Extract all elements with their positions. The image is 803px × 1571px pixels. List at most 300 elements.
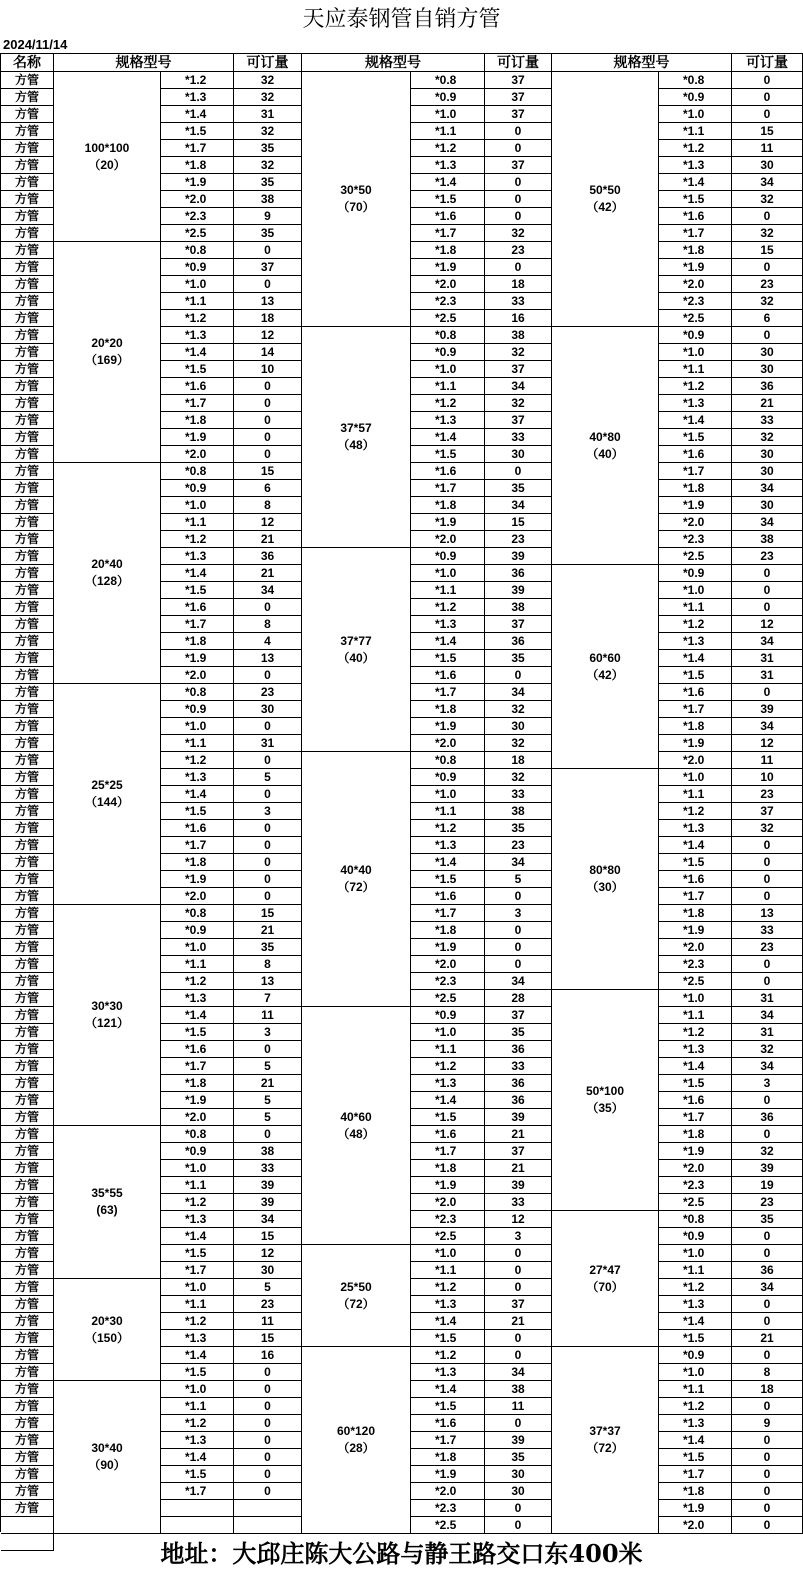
thickness-cell: *1.5 [411,191,485,208]
quantity-cell: 0 [732,1228,803,1245]
quantity-cell: 6 [234,480,302,497]
quantity-cell: 13 [234,293,302,310]
spec-group-label [552,1211,659,1347]
thickness-cell: *1.7 [161,1483,234,1500]
spec-count: （72） [586,1441,624,1455]
quantity-cell: 36 [485,565,552,582]
quantity-cell: 23 [485,242,552,259]
quantity-cell: 37 [485,89,552,106]
thickness-cell: *1.0 [411,1245,485,1262]
thickness-cell: *1.6 [161,378,234,395]
quantity-cell: 0 [234,820,302,837]
quantity-cell: 5 [234,1279,302,1296]
header-qty: 可订量 [234,54,302,72]
thickness-cell: *1.9 [161,429,234,446]
spec-count: （28） [337,1441,375,1455]
quantity-cell: 32 [732,1041,803,1058]
thickness-cell: *1.2 [161,72,234,89]
thickness-cell: *1.8 [659,905,732,922]
quantity-cell: 32 [485,225,552,242]
row-name-cell: 方管 [1,1483,54,1500]
quantity-cell: 0 [732,1500,803,1517]
quantity-cell: 0 [485,1500,552,1517]
thickness-cell: *1.7 [161,1058,234,1075]
thickness-cell: *1.4 [411,174,485,191]
thickness-cell: *1.4 [659,1432,732,1449]
thickness-cell: *1.3 [161,1330,234,1347]
spec-group-label [302,1347,411,1534]
quantity-cell: 31 [234,106,302,123]
spec-count: （42） [586,667,624,682]
quantity-cell: 30 [234,1262,302,1279]
thickness-cell: *0.9 [659,89,732,106]
thickness-cell: *1.5 [411,1398,485,1415]
quantity-cell: 0 [234,1432,302,1449]
thickness-cell: *1.4 [161,1347,234,1364]
quantity-cell: 0 [732,72,803,89]
quantity-cell: 0 [234,378,302,395]
quantity-cell: 30 [732,463,803,480]
thickness-cell: *1.8 [659,480,732,497]
quantity-cell: 15 [732,123,803,140]
header-name: 名称 [1,54,54,72]
quantity-cell: 7 [234,990,302,1007]
thickness-cell: *0.9 [411,89,485,106]
spec-count: （144） [84,795,130,809]
spec-count: （48） [337,438,375,452]
quantity-cell: 0 [732,582,803,599]
quantity-cell: 30 [485,1483,552,1500]
quantity-cell: 39 [485,548,552,565]
quantity-cell: 0 [485,174,552,191]
thickness-cell: *0.9 [161,1143,234,1160]
quantity-cell: 39 [485,582,552,599]
thickness-cell: *1.3 [659,1415,732,1432]
quantity-cell: 38 [234,1143,302,1160]
header-qty: 可订量 [732,54,803,72]
quantity-cell: 5 [485,871,552,888]
thickness-cell: *1.5 [411,871,485,888]
thickness-cell: *1.4 [659,650,732,667]
thickness-cell: *2.0 [161,1109,234,1126]
quantity-cell: 0 [732,565,803,582]
row-name-cell: 方管 [1,1330,54,1347]
thickness-cell: *1.6 [411,888,485,905]
spec-count: （30） [586,880,624,894]
thickness-cell: *1.8 [411,497,485,514]
quantity-cell: 34 [485,973,552,990]
quantity-cell: 0 [485,1279,552,1296]
thickness-cell: *1.7 [161,837,234,854]
quantity-cell: 35 [485,480,552,497]
quantity-cell: 0 [732,973,803,990]
row-name-cell: 方管 [1,395,54,412]
quantity-cell: 34 [234,582,302,599]
thickness-cell: *1.1 [659,1007,732,1024]
row-name-cell: 方管 [1,582,54,599]
quantity-cell: 39 [234,1177,302,1194]
quantity-cell: 0 [732,327,803,344]
quantity-cell: 31 [732,650,803,667]
thickness-cell: *0.8 [161,463,234,480]
thickness-cell: *1.6 [659,1092,732,1109]
spec-group-label [54,1279,161,1381]
quantity-cell: 0 [234,667,302,684]
thickness-cell [161,1517,234,1534]
quantity-cell: 35 [485,1449,552,1466]
spec-size: 20*20 [91,336,123,350]
quantity-cell: 0 [485,463,552,480]
thickness-cell: *2.3 [411,973,485,990]
thickness-cell: *1.9 [411,259,485,276]
quantity-cell: 32 [485,769,552,786]
quantity-cell: 0 [234,1449,302,1466]
quantity-cell: 37 [485,361,552,378]
row-name-cell: 方管 [1,752,54,769]
spec-size: 40*80 [589,429,621,444]
quantity-cell: 14 [234,344,302,361]
spec-size: 20*40 [91,557,123,571]
thickness-cell: *2.3 [411,1500,485,1517]
spec-group-label [54,905,161,1126]
quantity-cell: 32 [485,735,552,752]
spec-count: (63) [96,1203,118,1217]
spec-group-label [302,548,411,752]
quantity-cell: 32 [234,72,302,89]
row-name-cell: 方管 [1,1160,54,1177]
quantity-cell: 11 [485,1398,552,1415]
spec-group-label [302,1007,411,1245]
thickness-cell: *1.3 [161,89,234,106]
quantity-cell: 0 [234,1041,302,1058]
quantity-cell: 12 [234,1245,302,1262]
spec-count: （48） [337,1126,375,1141]
quantity-cell: 0 [732,1092,803,1109]
row-name-cell: 方管 [1,89,54,106]
quantity-cell: 36 [732,378,803,395]
thickness-cell: *1.7 [659,225,732,242]
quantity-cell: 34 [485,378,552,395]
quantity-cell: 28 [485,990,552,1007]
quantity-cell: 10 [234,361,302,378]
row-name-cell: 方管 [1,1381,54,1398]
quantity-cell: 21 [485,1313,552,1330]
thickness-cell: *2.3 [411,1211,485,1228]
thickness-cell: *2.3 [659,956,732,973]
spec-group-label [552,990,659,1211]
row-name-cell: 方管 [1,820,54,837]
quantity-cell: 15 [485,514,552,531]
spec-group-label [552,72,659,327]
quantity-cell: 5 [234,1109,302,1126]
thickness-cell: *1.5 [161,1245,234,1262]
row-name-cell [1,1517,54,1534]
thickness-cell: *2.0 [659,514,732,531]
quantity-cell: 19 [732,1177,803,1194]
quantity-cell: 0 [234,752,302,769]
row-name-cell: 方管 [1,1211,54,1228]
thickness-cell: *1.7 [659,1109,732,1126]
spec-group-label [302,72,411,327]
quantity-cell: 32 [234,157,302,174]
quantity-cell: 33 [485,293,552,310]
thickness-cell: *1.9 [411,718,485,735]
thickness-cell: *1.5 [411,650,485,667]
thickness-cell: *1.4 [411,633,485,650]
thickness-cell: *2.3 [659,1177,732,1194]
quantity-cell: 0 [234,429,302,446]
thickness-cell: *0.8 [659,72,732,89]
spec-group-label [302,752,411,1007]
quantity-cell: 39 [485,1432,552,1449]
row-name-cell: 方管 [1,956,54,973]
quantity-cell: 21 [234,565,302,582]
quantity-cell: 11 [234,1007,302,1024]
quantity-cell: 0 [234,276,302,293]
quantity-cell: 37 [732,803,803,820]
row-name-cell: 方管 [1,633,54,650]
thickness-cell: *1.4 [411,1381,485,1398]
row-name-cell: 方管 [1,327,54,344]
thickness-cell: *1.9 [161,1092,234,1109]
thickness-cell: *1.4 [411,1092,485,1109]
thickness-cell: *1.7 [411,684,485,701]
thickness-cell: *1.0 [161,718,234,735]
quantity-cell: 37 [485,616,552,633]
quantity-cell: 0 [732,1245,803,1262]
quantity-cell: 0 [732,259,803,276]
quantity-cell: 23 [234,684,302,701]
thickness-cell: *1.8 [161,1075,234,1092]
thickness-cell: *1.8 [161,633,234,650]
quantity-cell: 37 [485,1007,552,1024]
thickness-cell: *1.5 [161,582,234,599]
spec-size: 37*77 [340,633,372,648]
quantity-cell: 32 [732,293,803,310]
quantity-cell: 34 [485,497,552,514]
row-name-cell: 方管 [1,157,54,174]
spec-count: （70） [337,200,375,214]
row-name-cell: 方管 [1,1126,54,1143]
thickness-cell: *1.9 [161,174,234,191]
quantity-cell: 36 [485,633,552,650]
thickness-cell: *2.0 [161,888,234,905]
spec-count: （35） [586,1101,624,1115]
quantity-cell: 39 [234,1194,302,1211]
quantity-cell: 21 [732,395,803,412]
spec-count: （20） [88,157,126,172]
quantity-cell: 30 [234,701,302,718]
thickness-cell: *1.0 [161,1279,234,1296]
row-name-cell: 方管 [1,1466,54,1483]
quantity-cell: 12 [732,616,803,633]
quantity-cell: 32 [732,225,803,242]
spec-count: （72） [337,1296,375,1311]
row-name-cell: 方管 [1,72,54,89]
quantity-cell: 31 [732,667,803,684]
quantity-cell: 0 [732,1466,803,1483]
thickness-cell: *1.9 [659,259,732,276]
thickness-cell: *1.5 [659,667,732,684]
quantity-cell: 0 [234,599,302,616]
thickness-cell: *1.3 [659,157,732,174]
thickness-cell: *1.2 [411,1058,485,1075]
row-name-cell: 方管 [1,514,54,531]
row-name-cell: 方管 [1,990,54,1007]
quantity-cell: 31 [732,990,803,1007]
row-name-cell: 方管 [1,684,54,701]
row-name-cell: 方管 [1,650,54,667]
quantity-cell: 0 [732,1449,803,1466]
quantity-cell: 0 [234,395,302,412]
quantity-cell: 11 [732,140,803,157]
thickness-cell: *1.8 [161,854,234,871]
quantity-cell: 5 [234,1058,302,1075]
thickness-cell: *1.4 [659,1058,732,1075]
quantity-cell: 0 [485,140,552,157]
quantity-cell: 0 [234,1483,302,1500]
quantity-cell: 36 [234,548,302,565]
thickness-cell: *1.5 [411,1330,485,1347]
quantity-cell: 36 [485,1075,552,1092]
thickness-cell: *1.0 [659,1364,732,1381]
thickness-cell: *1.5 [161,803,234,820]
quantity-cell: 0 [234,1415,302,1432]
thickness-cell: *1.9 [161,650,234,667]
quantity-cell: 35 [485,650,552,667]
row-name-cell: 方管 [1,310,54,327]
spec-group-label [54,684,161,905]
thickness-cell: *0.9 [411,1007,485,1024]
thickness-cell: *2.5 [659,1194,732,1211]
thickness-cell: *1.5 [411,1109,485,1126]
thickness-cell: *0.8 [161,242,234,259]
thickness-cell: *1.7 [411,905,485,922]
quantity-cell: 38 [485,803,552,820]
quantity-cell: 0 [234,242,302,259]
thickness-cell: *1.9 [161,871,234,888]
thickness-cell: *2.0 [161,667,234,684]
thickness-cell: *1.5 [659,1449,732,1466]
row-name-cell: 方管 [1,446,54,463]
thickness-cell: *1.5 [659,191,732,208]
quantity-cell: 15 [234,1330,302,1347]
quantity-cell: 34 [732,174,803,191]
quantity-cell: 0 [732,1483,803,1500]
quantity-cell: 8 [234,956,302,973]
thickness-cell: *1.4 [161,1007,234,1024]
spec-count: （150） [84,1330,130,1345]
quantity-cell: 23 [732,276,803,293]
address-footer: 地址：大邱庄陈大公路与静王路交口东400米 [160,1539,643,1568]
thickness-cell: *1.2 [411,1347,485,1364]
thickness-cell: *1.6 [411,1415,485,1432]
quantity-cell [234,1517,302,1534]
quantity-cell: 32 [485,701,552,718]
quantity-cell: 32 [234,123,302,140]
thickness-cell: *0.9 [161,259,234,276]
thickness-cell: *1.5 [411,446,485,463]
thickness-cell: *1.8 [659,1126,732,1143]
thickness-cell: *1.1 [411,123,485,140]
thickness-cell: *1.8 [161,157,234,174]
quantity-cell: 0 [732,1126,803,1143]
quantity-cell: 38 [485,327,552,344]
row-name-cell: 方管 [1,531,54,548]
spec-count: （42） [586,200,624,214]
quantity-cell: 33 [485,786,552,803]
thickness-cell: *1.7 [411,480,485,497]
row-name-cell: 方管 [1,905,54,922]
thickness-cell: *1.8 [659,1483,732,1500]
spec-size: 40*40 [340,863,372,877]
row-name-cell: 方管 [1,123,54,140]
header-qty: 可订量 [485,54,552,72]
thickness-cell: *1.3 [411,616,485,633]
row-name-cell: 方管 [1,463,54,480]
thickness-cell: *0.9 [161,922,234,939]
quantity-cell: 0 [234,837,302,854]
row-name-cell: 方管 [1,1177,54,1194]
row-name-cell: 方管 [1,735,54,752]
quantity-cell: 16 [485,310,552,327]
thickness-cell: *1.4 [161,106,234,123]
row-name-cell: 方管 [1,667,54,684]
thickness-cell: *1.5 [659,854,732,871]
thickness-cell: *1.2 [161,973,234,990]
spec-size: 30*40 [91,1441,123,1455]
thickness-cell: *1.3 [161,548,234,565]
thickness-cell: *1.2 [411,820,485,837]
quantity-cell: 32 [732,820,803,837]
thickness-cell: *1.0 [411,786,485,803]
quantity-cell: 34 [732,1058,803,1075]
thickness-cell: *1.3 [659,1041,732,1058]
row-name-cell: 方管 [1,973,54,990]
row-name-cell: 方管 [1,225,54,242]
spec-count: （90） [88,1458,126,1472]
thickness-cell: *1.2 [659,803,732,820]
quantity-cell: 23 [234,1296,302,1313]
row-name-cell: 方管 [1,480,54,497]
spec-group-label [54,1126,161,1279]
row-name-cell: 方管 [1,1058,54,1075]
thickness-cell: *2.0 [411,1483,485,1500]
quantity-cell: 30 [732,361,803,378]
thickness-cell: *1.9 [659,922,732,939]
row-name-cell: 方管 [1,378,54,395]
thickness-cell: *1.4 [659,412,732,429]
thickness-cell: *0.8 [161,1126,234,1143]
thickness-cell: *2.0 [659,276,732,293]
thickness-cell: *1.3 [411,837,485,854]
thickness-cell: *1.6 [659,208,732,225]
quantity-cell: 0 [234,718,302,735]
spec-size: 20*30 [91,1313,123,1328]
thickness-cell: *1.8 [411,922,485,939]
thickness-cell: *1.0 [161,1160,234,1177]
quantity-cell: 32 [732,1143,803,1160]
thickness-cell: *1.1 [161,735,234,752]
thickness-cell: *1.6 [161,820,234,837]
thickness-cell: *2.5 [411,310,485,327]
thickness-cell: *1.9 [411,1177,485,1194]
quantity-cell: 30 [485,718,552,735]
thickness-cell: *2.0 [659,939,732,956]
quantity-cell: 21 [485,1126,552,1143]
quantity-cell: 0 [485,888,552,905]
thickness-cell: *1.4 [161,786,234,803]
